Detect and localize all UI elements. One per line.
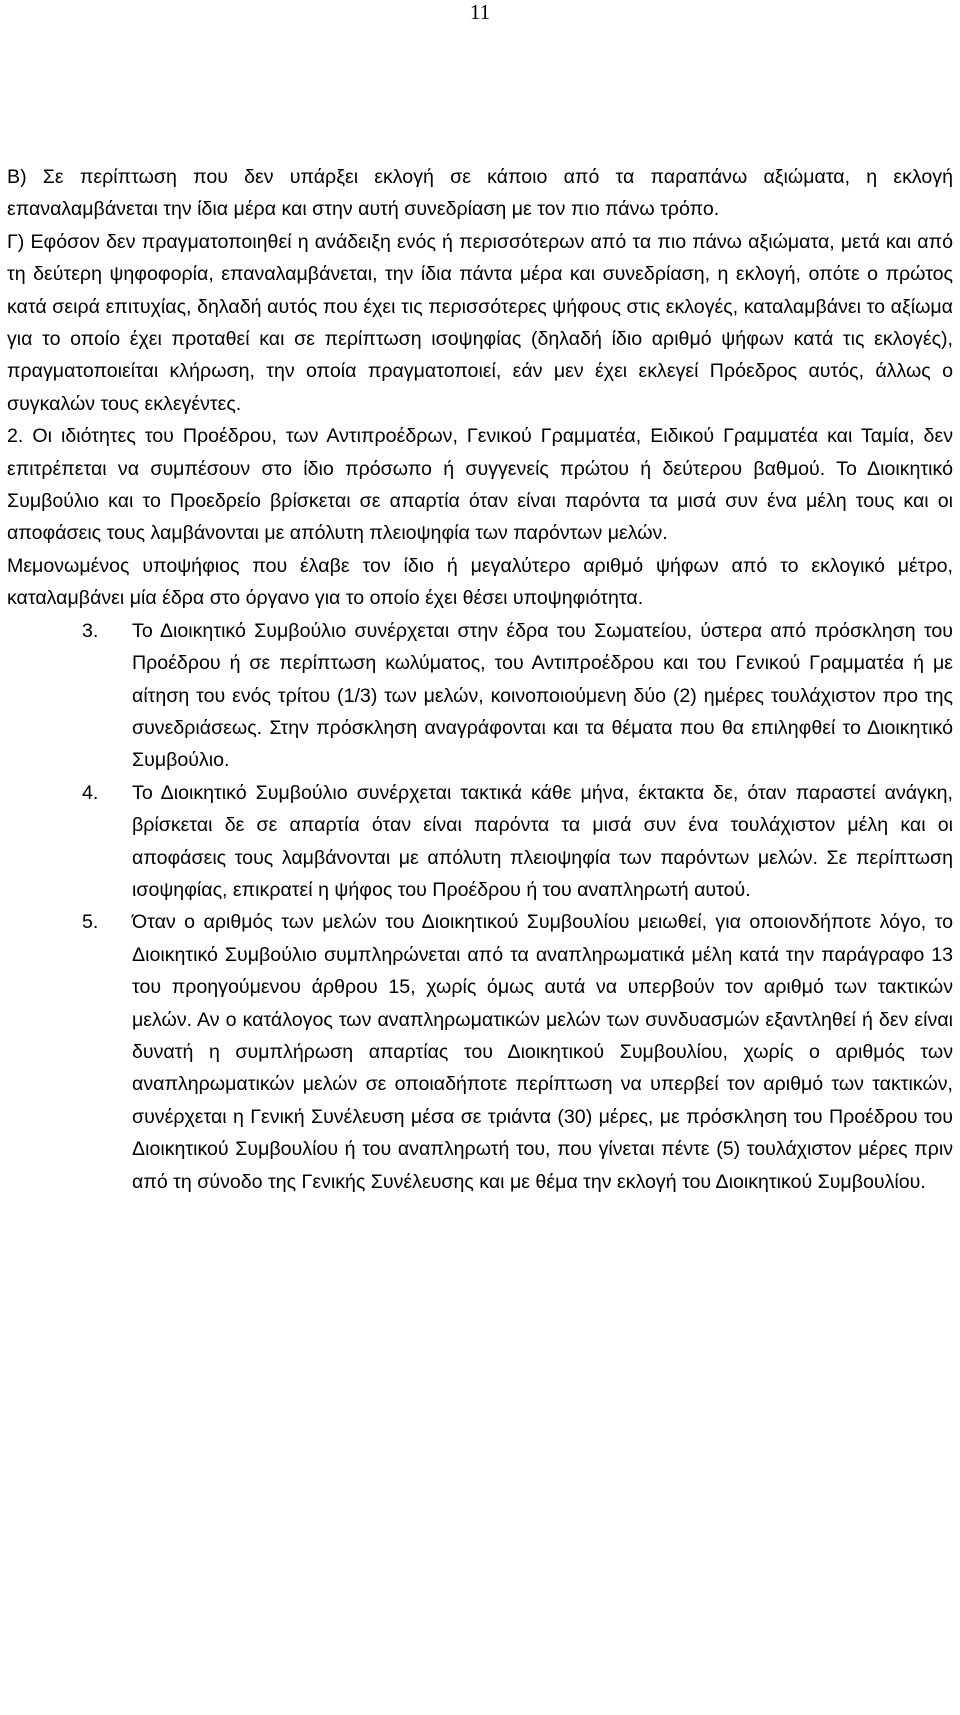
paragraph-c: Γ) Εφόσον δεν πραγματοποιηθεί η ανάδειξη ενός ή περισσότερων από τα πιο πάνω αξιώματα, μετά και από τη δεύτερη ψηφοφορία, επαναλαμβάνεται, την ίδια πάντα μέρα και συνεδρίαση, η εκλογή, οπότε ο πρώτος κατά σειρά επιτυχίας, δηλαδή αυτός που έχει τις περισσότερες ψήφους στις εκλογές, καταλαμβάνει το αξίωμα για το οποίο έχει προταθεί και σε περίπτωση ισοψηφίας (δηλαδή ίδιο αριθμό ψήφων κατά τις εκλογές), πραγματοποιείται κλήρωση, την οποία πραγματοποιεί, εάν μεν έχει εκλεγεί Πρόεδρος αυτός, άλλως ο συγκαλών τους εκλεγέντες. (7, 230, 953, 415)
list-item (7, 615, 953, 777)
list-item-number: 4. (82, 781, 99, 804)
paragraph-b: Β) Σε περίπτωση που δεν υπάρξει εκλογή σε κάποιο από τα παραπάνω αξιώματα, η εκλογή επαναλαμβάνεται την ίδια μέρα και στην αυτή συνεδρίαση με τον πιο πάνω τρόπο. (7, 166, 953, 221)
list-item-text: Το Διοικητικό Συμβούλιο συνέρχεται τακτικά κάθε μήνα, έκτακτα δε, όταν παραστεί ανάγκη, βρίσκεται δε σε απαρτία όταν είναι παρόντα τα μισά συν ένα τουλάχιστον μέλη και οι αποφάσεις τους λαμβάνονται με απόλυτη πλειοψηφία των παρόντων μελών. Σε περίπτωση ισοψηφίας, επικρατεί η ψήφος του Προέδρου ή του αναπληρωτή αυτού. (132, 781, 953, 901)
list-item-text: Το Διοικητικό Συμβούλιο συνέρχεται στην έδρα του Σωματείου, ύστερα από πρόσκληση του Προέδρου ή σε περίπτωση κωλύματος, του Αντιπροέδρου και του Γενικού Γραμματέα ή με αίτηση του ενός τρίτου (1/3) των μελών, κοινοποιούμενη δύο (2) ημέρες τουλάχιστον προ της συνεδριάσεως. Στην πρόσκληση αναγράφονται και τα θέματα που θα επιληφθεί το Διοικητικό Συμβούλιο. (132, 619, 953, 772)
paragraph-2: 2. Οι ιδιότητες του Προέδρου, των Αντιπροέδρων, Γενικού Γραμματέα, Ειδικού Γραμματέα και Ταμία, δεν επιτρέπεται να συμπέσουν στο ίδιο πρόσωπο ή συγγενείς πρώτου ή δεύτερου βαθμού. Το Διοικητικό Συμβούλιο και το Προεδρείο βρίσκεται σε απαρτία όταν είναι παρόντα τα μισά συν ένα μέλη τους και οι αποφάσεις τους λαμβάνονται με απόλυτη πλειοψηφία των παρόντων μελών. (7, 425, 953, 545)
list-item-number: 5. (82, 911, 99, 934)
paragraph-single-candidate: Μεμονωμένος υποψήφιος που έλαβε τον ίδιο ή μεγαλύτερο αριθμό ψήφων από το εκλογικό μέτρο, καταλαμβάνει μία έδρα στο όργανο για το οποίο έχει θέσει υποψηφιότητα. (7, 554, 953, 610)
list-item-number: 3. (82, 619, 99, 642)
page-number: 11 (469, 0, 491, 24)
list-item (7, 777, 953, 907)
list-item-text: Όταν ο αριθμός των μελών του Διοικητικού Συμβουλίου μειωθεί, για οποιονδήποτε λόγο, το Διοικητικό Συμβούλιο συμπληρώνεται από τα αναπληρωματικά μέλη κατά την παράγραφο 13 του προηγούμενου άρθρου 15, χωρίς όμως αυτά να υπερβούν τον αριθμό των τακτικών μελών. Αν ο κατάλογος των αναπληρωματικών μελών των συνδυασμών εξαντληθεί ή δεν είναι δυνατή η συμπλήρωση απαρτίας του Διοικητικού Συμβουλίου, χωρίς ο αριθμός των αναπληρωματικών μελών σε οποιαδήποτε περίπτωση να υπερβεί τον αριθμό των τακτικών, συνέρχεται η Γενική Συνέλευση μέσα σε τριάντα (30) μέρες, με πρόσκληση του Προέδρου του Διοικητικού Συμβουλίου ή του αναπληρωτή του, που γίνεται πέντε (5) τουλάχιστον μέρες πριν από τη σύνοδο της Γενικής Συνέλευσης και με θέμα την εκλογή του Διοικητικού Συμβουλίου. (132, 911, 953, 1193)
document-body (7, 161, 953, 1198)
list-item (7, 906, 953, 1198)
